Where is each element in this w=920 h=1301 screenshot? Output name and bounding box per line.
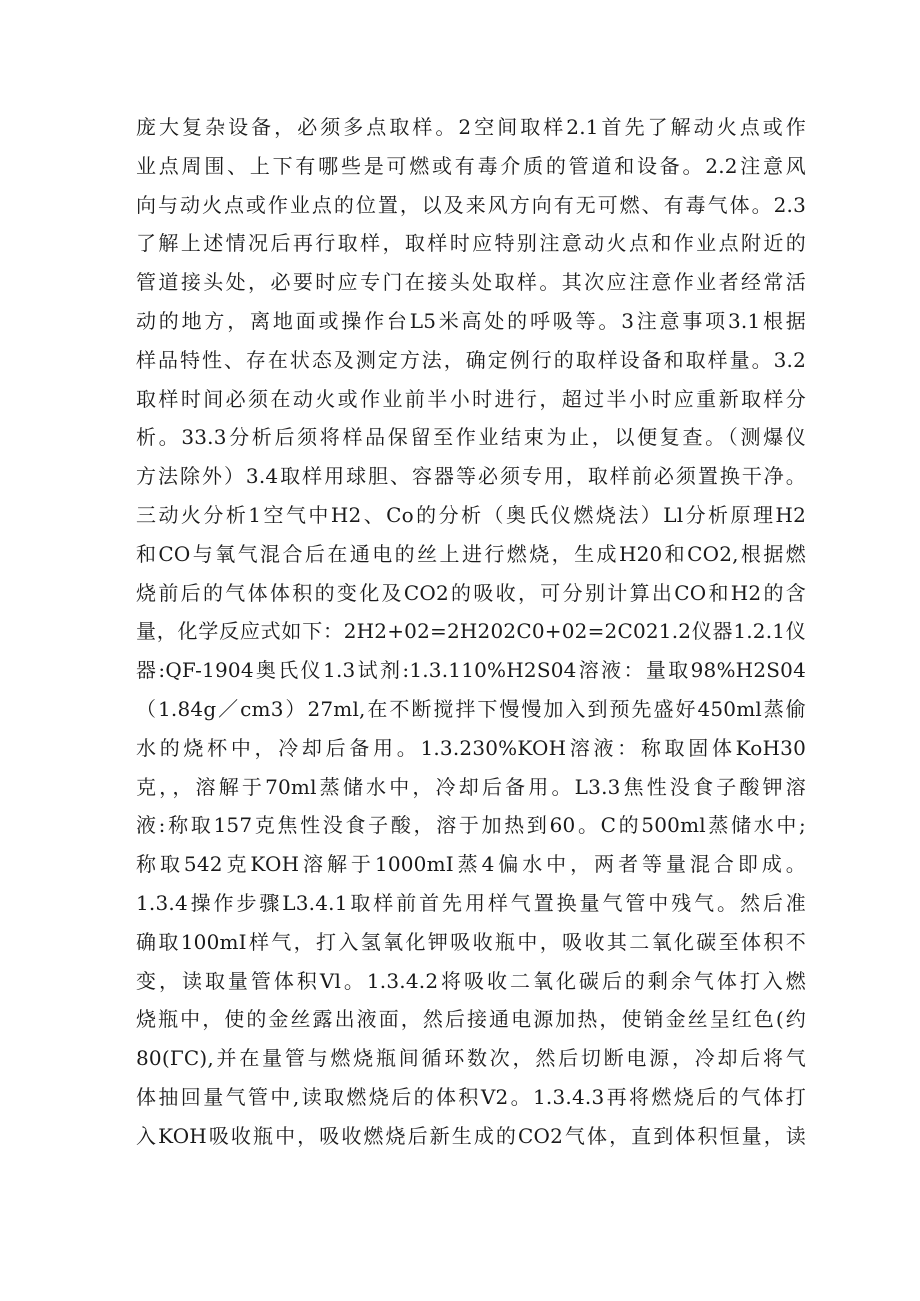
text-line: 确取100mI样气，打入氢氧化钾吸收瓶中，吸收其二氧化碳至体积不 xyxy=(136,929,806,954)
text-line: 量，化学反应式如下：2H2+02=2H202C0+02=2C021.2仪器1.2.1仪 xyxy=(136,619,806,644)
text-line: 方法除外）3.4取样用球胆、容器等必须专用，取样前必须置换干净。 xyxy=(136,464,806,489)
text-line: （1.84g／cm3）27ml,在不断搅拌下慢慢加入到预先盛好450ml蒸偷 xyxy=(136,696,806,721)
text-line: 水的烧杯中，冷却后备用。1.3.230%KOH溶液：称取固体KoH30 xyxy=(136,735,806,760)
text-line: 取样时间必须在动火或作业前半小时进行，超过半小时应重新取样分 xyxy=(136,386,806,411)
text-line: 三动火分析1空气中H2、Co的分析（奥氏仪燃烧法）Ll分析原理H2 xyxy=(136,502,806,527)
text-line: 动的地方，离地面或操作台L5米高处的呼吸等。3注意事项3.1根据 xyxy=(136,308,806,333)
text-line: 庞大复杂设备，必须多点取样。2空间取样2.1首先了解动火点或作 xyxy=(136,115,806,139)
text-line: 液:称取157克焦性没食子酸，溶于加热到60。C的500ml蒸储水中; xyxy=(136,813,806,838)
text-line: 入KOH吸收瓶中，吸收燃烧后新生成的CO2气体，直到体积恒量，读 xyxy=(136,1123,806,1148)
body-text xyxy=(136,108,806,1156)
text-line: 体抽回量气管中,读取燃烧后的体积V2。1.3.4.3再将燃烧后的气体打 xyxy=(136,1084,806,1109)
text-line: 称取542克KOH溶解于1000mI蒸4偏水中，两者等量混合即成。 xyxy=(136,852,806,877)
text-line: 析。33.3分析后须将样品保留至作业结束为止，以便复查。（测爆仪 xyxy=(136,425,806,450)
text-line: 80(ΓC),并在量管与燃烧瓶间循环数次，然后切断电源，冷却后将气 xyxy=(136,1046,806,1071)
text-line: 样品特性、存在状态及测定方法，确定例行的取样设备和取样量。3.2 xyxy=(136,347,806,372)
text-line: 变，读取量管体积Vl。1.3.4.2将吸收二氧化碳后的剩余气体打入燃 xyxy=(136,968,806,993)
text-line: 和CO与氧气混合后在通电的丝上进行燃烧，生成H20和CO2,根据燃 xyxy=(136,541,806,566)
text-line: 了解上述情况后再行取样，取样时应特别注意动火点和作业点附近的 xyxy=(136,231,806,256)
text-line: 1.3.4操作步骤L3.4.1取样前首先用样气置换量气管中残气。然后准 xyxy=(136,890,806,915)
text-line: 管道接头处，必要时应专门在接头处取样。其次应注意作业者经常活 xyxy=(136,270,806,295)
text-line: 向与动火点或作业点的位置，以及来风方向有无可燃、有毒气体。2.3 xyxy=(136,192,806,217)
text-line: 业点周围、上下有哪些是可燃或有毒介质的管道和设备。2.2注意风 xyxy=(136,153,806,178)
text-line: 器:QF-1904奥氏仪1.3试剂:1.3.110%H2S04溶液：量取98%H2S04 xyxy=(136,658,806,683)
text-line: 克，，溶解于70ml蒸储水中，冷却后备用。L3.3焦性没食子酸钾溶 xyxy=(136,774,806,799)
text-line: 烧前后的气体体积的变化及CO2的吸收，可分别计算出CO和H2的含 xyxy=(136,580,806,605)
text-line: 烧瓶中，使的金丝露出液面，然后接通电源加热，使销金丝呈红色(约 xyxy=(136,1007,806,1032)
